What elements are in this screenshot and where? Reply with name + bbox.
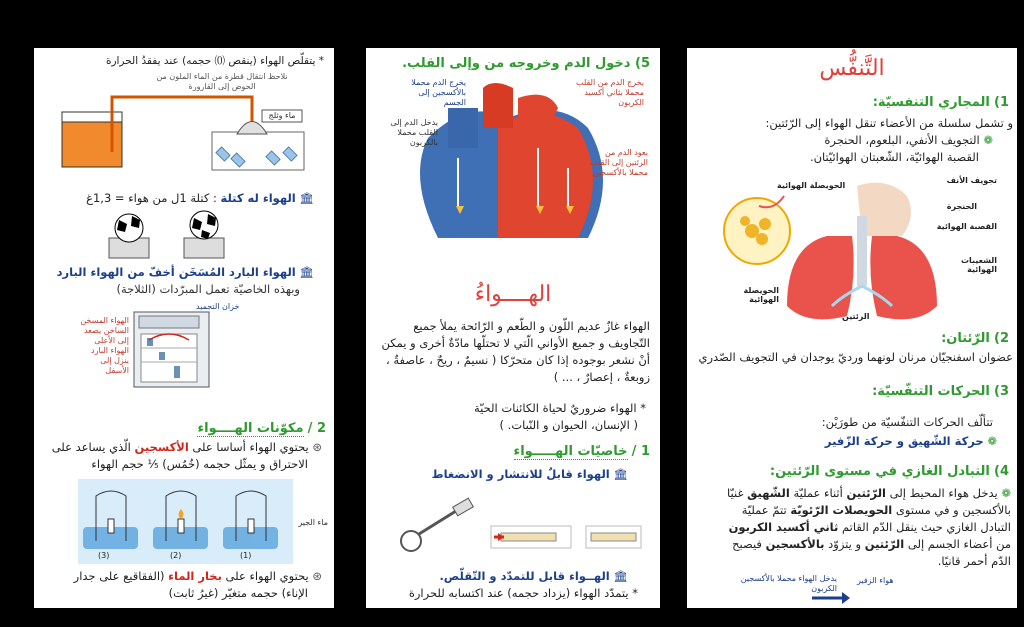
middle-column (366, 48, 660, 608)
h1-bullet2: القصبة الهوائيّة، الشّعبتان الهوائيّتان. (809, 150, 979, 164)
h1-paragraph: و تشمل سلسلة من الأعضاء تنقل الهواء إلى الرّئتين: (765, 116, 1013, 130)
vapor-line2: الإناء) حجمه متغيّر (غيرُ ثابت) (168, 586, 308, 600)
bank-icon: 🏛 (613, 467, 628, 481)
vapor-paragraph (42, 568, 322, 602)
h2-num: 2) (994, 331, 1009, 346)
h4-l1-b1: الرّئتين (846, 486, 886, 500)
prop2: الهــواء قابل للتمدّد و التّقلّص. (439, 569, 610, 583)
vapor-pre: يحتوي الهواء على (225, 569, 309, 583)
cold-heading: الهواء البارد المُسَخَن أخفّ من الهواء البارد (56, 265, 296, 279)
fridge-side-labels (74, 316, 129, 376)
heart-label-r1: يخرج الدم من القلب محملا بثاني أكسيد الكربون (576, 78, 644, 107)
jar-label-1: (1) (240, 551, 252, 560)
h4-l2-pre: بالأكسجين و في مستوى (895, 503, 1011, 517)
bank-icon: 🏛 (613, 569, 628, 583)
fridge-side-1: الهواء المسخن (80, 316, 129, 325)
cold-desc: وبهذه الخاصيّة تعمل المبرّدات (الثلاجة) (116, 282, 300, 296)
air-title: الهــــواءُ (474, 282, 552, 307)
o2-line2: الاحتراق و يمثّل حجمه (خُمُس) ⅕ حجم الهواء (91, 457, 308, 471)
h4-l1-pre: يدخل هواء المحيط إلى (889, 486, 998, 500)
h3-title: الحركات التنفّسيّة: (872, 384, 990, 399)
heart-label-l2: يدخل الدم إلى القلب محملا بالكربون (390, 118, 438, 147)
fridge-label: خزان التجميد (196, 302, 240, 311)
section1-heading (514, 444, 650, 459)
h4-l1-mid: أثناء عمليّة (793, 486, 843, 500)
fridge-side-4: الهواء البارد (91, 346, 129, 355)
exhale-arrow-figure (807, 588, 857, 608)
h4-l1-b2: الشّهيق (747, 486, 790, 500)
right-column (687, 48, 1017, 608)
circle-bullet-icon: ⊛ (312, 440, 322, 454)
vapor-red: بخار الماء (168, 569, 222, 583)
fridge-side-6: الأسفل (105, 366, 129, 375)
flask-diagram (52, 72, 327, 177)
label-alveolus-1: الحويصلة الهوائية (777, 181, 846, 190)
air-paragraph: الهواء غازٌ عديم اللّون و الطّعم و الرّائحة يملأ جميع التّجاويف و جميع الأواني الّتي لا تحتلّها مادّةٌ أخرى و يمكن أنْ نشعر بوجوده إذا كان متحرّكا ( نسيمٌ ، ريحٌ ، عاصفةٌ ، زوبعةٌ ، إعصارٌ ، ... ) (381, 319, 650, 384)
section1-title: خاصيّات الهـــــواء (513, 444, 628, 459)
o2-post: الّذي يساعد على (51, 440, 131, 454)
h4-l4-b2: بالأكسجين (765, 537, 825, 551)
h3-bullet-text: حركة الشّهيق و حركة الزّفير (824, 434, 984, 448)
respiratory-figure (707, 176, 997, 326)
label-alveolus-2: الحويصلة الهوائية (743, 286, 779, 304)
heart-figure (388, 78, 648, 268)
heart-label-r2: يعود الدم من الرئتين إلى القلب محملا بالأكسجين (590, 148, 648, 177)
fridge-side-3: إلى الأعلى (94, 336, 129, 345)
h4-num: 4) (994, 464, 1009, 479)
mass-line (44, 190, 314, 207)
h1-bullet1: التجويف الأنفي، البلعوم، الحنجرة (824, 133, 980, 147)
flower-bullet-icon: ❁ (1001, 486, 1011, 500)
circle-bullet-icon: ⊛ (312, 569, 322, 583)
h4-l4-pre: من أعضاء الجسم إلى (907, 537, 1011, 551)
flower-bullet-icon: ❁ (987, 434, 997, 448)
h4-l2-b: الحويصلات الرّئويّة (790, 503, 893, 517)
candle-jars-figure (78, 479, 293, 564)
h3-bullet (825, 433, 997, 450)
water-label: ماء الجير (298, 518, 328, 527)
prop1-line (432, 466, 628, 483)
left-column (34, 48, 334, 608)
section2-num: 2 / (307, 421, 326, 436)
h3-paragraph: تتألّف الحركات التنفّسيّة من طورَيْن: (821, 415, 993, 429)
section1-num: 1 / (631, 444, 650, 459)
ice-label: ماء وثلج (268, 111, 296, 120)
h1-title: المجاري التنفسيّة: (872, 95, 990, 110)
heart-heading: 5) دخول الدم وخروجه من وإلى القلب. (402, 56, 650, 71)
fridge-side-2: الساخن يصعد (83, 326, 129, 335)
oxygen-paragraph (42, 439, 322, 473)
flower-bullet-icon: ❁ (983, 133, 993, 147)
prop2-desc: * يتمدّد الهواء (يزداد حجمه) عند اكتسابه للحرارة (408, 586, 638, 600)
h4-l4-post: فيصبح (732, 537, 762, 551)
flask-note: نلاحظ انتقال قطرة من الماء الملون من الحوض إلى القارورة (156, 72, 288, 91)
h2-title: الرّئتان: (941, 331, 990, 346)
jar-label-2: (2) (170, 551, 182, 560)
h1-num: 1) (994, 95, 1009, 110)
bottom-label-2: هواء الزفير (857, 576, 894, 585)
mass-heading: الهواء له كتلة (220, 191, 296, 205)
air-needed-line2: ( الإنسان، الحيوان و النّبات. ) (499, 418, 638, 432)
syringe-figure (386, 496, 646, 566)
h4-l3: التبادل الغازي حيث ينقل الدّم القاتم (841, 520, 1011, 534)
h4-l2-post: تتمّ عمليّة (741, 503, 787, 517)
h1-heading (873, 95, 1009, 110)
h4-l4-mid: و يتزوّد (828, 537, 862, 551)
prop2-line (439, 568, 628, 585)
prop1: الهواء قابلٌ للانتشار و الانضغاط (431, 467, 610, 481)
h4-l4-b1: الرّئتين (864, 537, 905, 551)
h4-l5: الدّم أحمر قانيًا. (937, 554, 1011, 568)
cold-line (44, 264, 314, 281)
h4-title: التبادل الغازي في مستوى الرّئتين: (769, 464, 990, 479)
label-trachea: القصبة الهوائية (936, 222, 997, 231)
label-nose: تجويف الأنف (946, 176, 997, 185)
h4-l3-b: ثاني أكسيد الكربون (728, 520, 839, 534)
bottom-label-1: يدخل الهواء محملا بالأكسجين الكربون (740, 574, 837, 593)
o2-pre: يحتوي الهواء أساسا على (192, 440, 309, 454)
mass-value: : كتلة 1ل من هواء = 1,3غ (86, 191, 217, 205)
bank-icon: 🏛 (299, 265, 314, 279)
fridge-figure (129, 310, 219, 390)
section2-title: مكوّنات الهــــواء (197, 421, 304, 436)
candle-jars-diagram (78, 479, 293, 564)
h1-bullets (703, 132, 993, 166)
vapor-post: (الفقاقيع على جدار (73, 569, 165, 583)
section2-heading (197, 421, 326, 436)
h4-paragraph (693, 485, 1011, 570)
breathing-title: التَّنفُّس (819, 56, 885, 81)
h4-l1-post: غنيّا (727, 486, 744, 500)
bank-icon: 🏛 (299, 191, 314, 205)
jar-label-3: (3) (98, 551, 110, 560)
label-bronchioles: الشعيبات الهوائية (961, 256, 997, 274)
h3-num: 3) (994, 384, 1009, 399)
label-lungs: الرئتين (842, 312, 870, 321)
h2-paragraph: عضوان اسفنجيّان مرنان لونهما ورديّ يوجدان في التجويف الصّدري (698, 350, 1013, 364)
h3-heading (872, 384, 1009, 399)
balance-figure (104, 208, 234, 263)
air-needed-line1: * الهواء ضروريٌ لحياة الكائنات الحيّة (473, 401, 646, 415)
o2-red: الأكسجين (134, 440, 189, 454)
fridge-side-5: ينزل إلى (100, 356, 129, 365)
cool-paragraph: * يتقلّص الهواء (ينقص 🄞 حجمه) عند يفقدُ الحرارة (105, 55, 324, 67)
air-needed (376, 400, 646, 434)
h4-heading (770, 464, 1009, 479)
h2-heading (941, 331, 1009, 346)
heart-label-l1: يخرج الدم محملا بالأكسجين إلى الجسم (411, 78, 466, 107)
flask-experiment-figure (52, 72, 327, 177)
label-larynx: الحنجرة (946, 202, 977, 211)
